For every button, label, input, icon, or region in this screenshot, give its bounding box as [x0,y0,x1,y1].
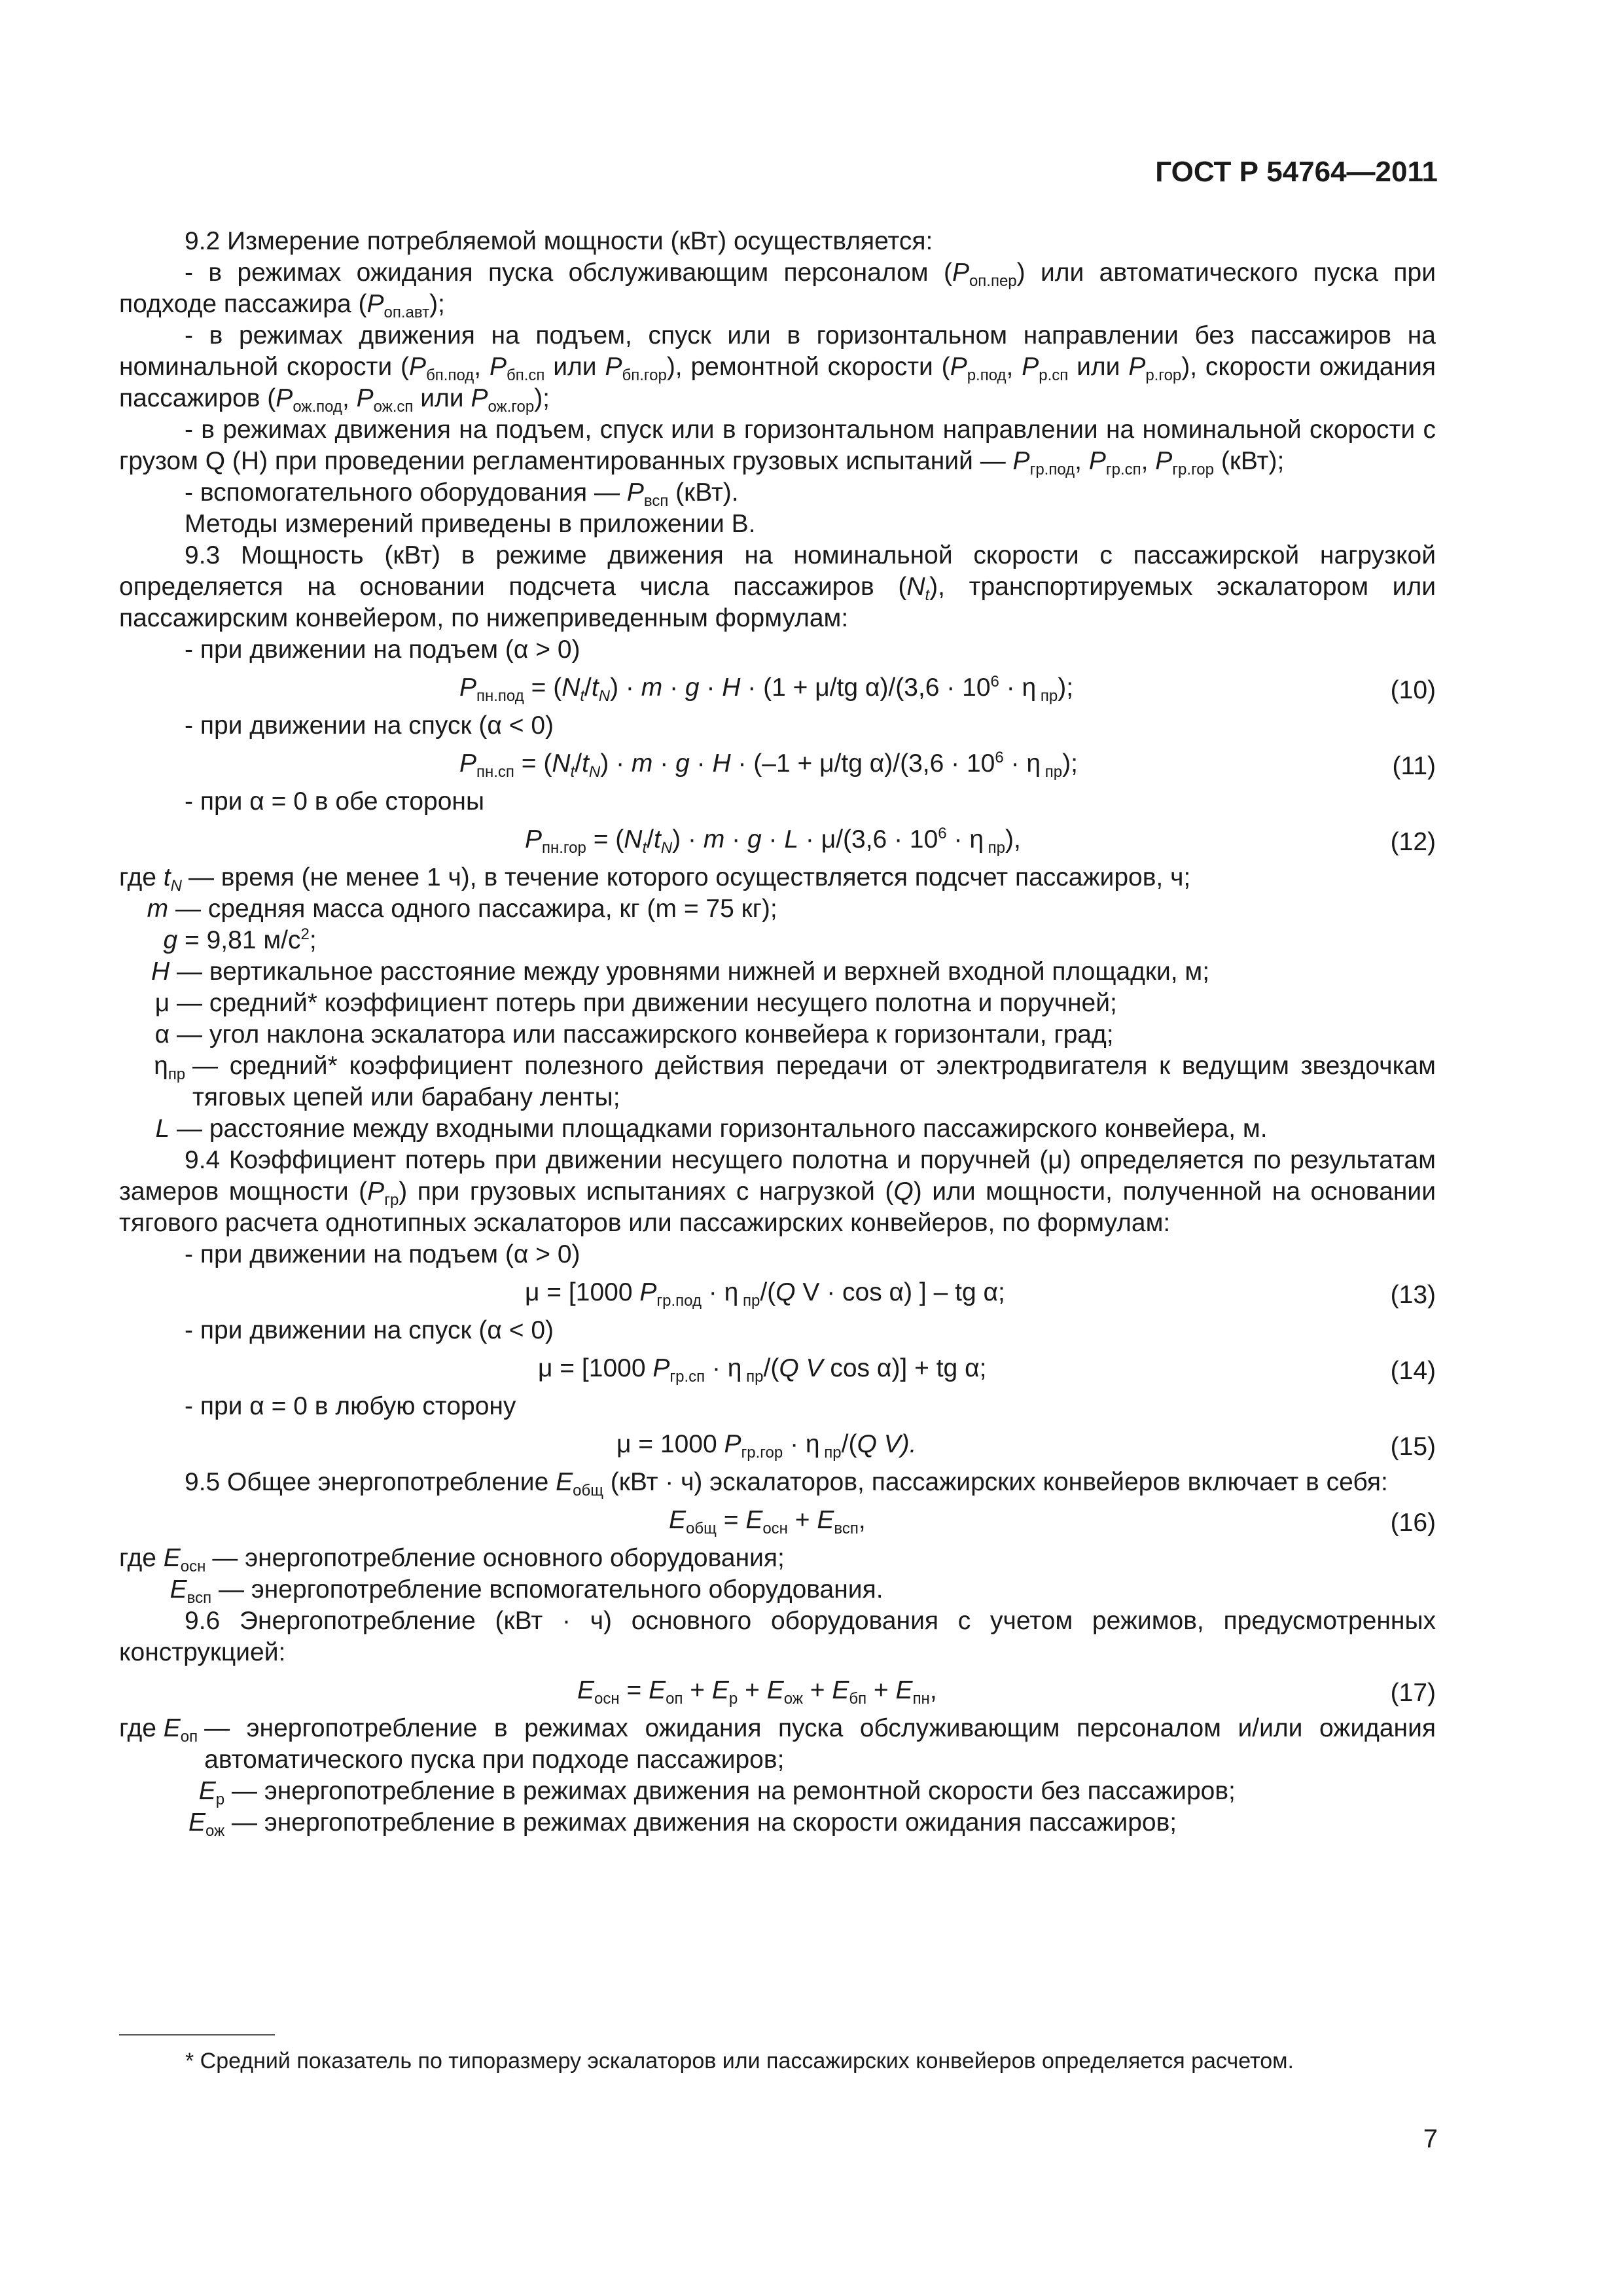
formula-11-expression: $P_{пн.сп} = (N_t/t_N) \cdot m \cdot g \cdot H \cdot (-1 + \mu/tg$ $\alpha)/(3,6 \cdot 10^6 \cdot \eta$ $_{пр}$); [459,749,1078,781]
formula-15-expression: μ = 1000 $P_{гр.гор} \cdot \eta$ $_{пр}$/(Q V). [616,1430,917,1462]
formula-11-number: (11) [1392,752,1436,780]
clause-9-2-item-2: - в режимах движения на подъем, спуск или в горизонтальном направлении без пассажиров на номинальной скорости ($P_{бп.под}$, $P_{бп.сп}$ или $P_{бп.гор}$), ремонтной скорости ($P_{р.под}$, $P_{р.сп}$ или $P_{р.гор}$), скорости ожидания пассажиров ($P_{ож.под}$, $P_{ож.сп}$ или $P_{ож.гор}$); [119,321,1436,416]
formula-16-number: (16) [1390,1509,1436,1537]
page-content [119,226,1436,1839]
clause-9-2-item-4: - вспомогательного оборудования — $P_{всп}$ (кВт). [185,478,739,510]
where-eta: $\eta_{пр}$ — средний* коэффициент полезного действия передачи от электродвигателя к ведущим звездочкам тяговых цепей или барабану ленты; [154,1052,1436,1111]
footnote: * Средний показатель по типоразмеру эскалаторов или пассажирских конвейеров определяется расчетом. [185,2049,1294,2073]
clause-9-2-item-1: - в режимах ожидания пуска обслуживающим персоналом $(P_{оп.пер})$ или автоматического пуска при подходе пассажира $(P_{оп.авт})$; [119,259,1436,321]
clause-9-3-up: - при движении на подъем (α > 0) [185,636,580,664]
formula-13-expression: μ = [1000 $P_{гр.под} \cdot \eta$ $_{пр}$/(Q V · cos α) ] – tg α; [525,1278,1005,1310]
clause-9-6-text: 9.6 Энергопотребление (кВт · ч) основного оборудования с учетом режимов, предусмотренных конструкцией: [119,1607,1436,1666]
formula-14-expression: μ = [1000 $P_{гр.сп} \cdot \eta$ $_{пр}$/(Q V cos α)] + tg α; [538,1354,987,1386]
formula-11 [119,744,1436,783]
where-E-ozh: $E_{ож}$ — энергопотребление в режимах движения на скорости ожидания пассажиров; [188,1808,1177,1840]
where-mu: μ — средний* коэффициент потерь при движении несущего полотна и поручней; [154,989,1117,1017]
clause-9-3-down: - при движении на спуск (α < 0) [185,711,554,740]
formula-17 [119,1671,1436,1710]
clause-9-4-up: - при движении на подъем (α > 0) [185,1240,580,1268]
formula-15 [119,1425,1436,1464]
where-E-r: $E_р$ — энергопотребление в режимах движения на ремонтной скорости без пассажиров; [198,1777,1236,1808]
formula-13-number: (13) [1390,1281,1436,1309]
clause-9-2-methods: Методы измерений приведены в приложении В. [185,510,756,538]
footnote-separator [119,2034,275,2036]
formula-12-expression: $P_{пн.гор} = (N_t/t_N) \cdot m \cdot g \cdot L \cdot \mu/(3,6 \cdot 10^6 \cdot \eta$ $_{пр}$), [525,825,1021,857]
clause-9-2-item-3: - в режимах движения на подъем, спуск или в горизонтальном направлении на номинальной скорости с грузом Q (Н) при проведении регламентированных грузовых испытаний — $P_{гр.под}$, $P_{гр.сп}$, $P_{гр.гор}$ (кВт); [119,416,1436,478]
formula-12-number: (12) [1390,828,1436,856]
clause-9-4-down: - при движении на спуск (α < 0) [185,1316,554,1344]
formula-16-expression: $E_{общ} = E_{осн} + E_{всп}$, [669,1506,866,1537]
formula-14-number: (14) [1390,1357,1436,1385]
clause-9-5-text: 9.5 Общее энергопотребление $E_{общ}$ (кВт · ч) эскалаторов, пассажирских конвейеров включает в себя: [185,1468,1388,1499]
where-E-vsp: $E_{всп}$ — энергопотребление вспомогательного оборудования. [169,1575,883,1607]
clause-9-3-text: 9.3 Мощность (кВт) в режиме движения на номинальной скорости с пассажирской нагрузкой определяется на основании подсчета числа пассажиров $(N_t)$, транспортируемых эскалатором или пассажирским конвейером, по нижеприведенным формулам: [119,541,1436,632]
where-m: m — средняя масса одного пассажира, кг (m = 75 кг); [147,895,777,923]
where-E-osn: где $E_{осн}$ — энергопотребление основного оборудования; [119,1544,785,1575]
clause-9-4-text: 9.4 Коэффициент потерь при движении несущего полотна и поручней (μ) определяется по результатам замеров мощности $(P_{гр})$ при грузовых испытаниях с нагрузкой (Q) или мощности, полученной на основании тягового расчета однотипных эскалаторов или пассажирских конвейеров, по формулам: [119,1146,1436,1237]
formula-17-number: (17) [1390,1679,1436,1707]
where-tN: где $t_N$ — время (не менее 1 ч), в течение которого осуществляется подсчет пассажиров, ч; [119,863,1191,895]
where-L: L — расстояние между входными площадками горизонтального пассажирского конвейера, м. [155,1115,1268,1143]
where-g: g = 9,81 $м/с^2$; [163,925,317,954]
standard-header: ГОСТ Р 54764—2011 [1155,156,1438,188]
where-alpha: α — угол наклона эскалатора или пассажирского конвейера к горизонтали, град; [154,1020,1114,1049]
formula-12 [119,820,1436,859]
formula-13 [119,1273,1436,1312]
formula-10 [119,668,1436,708]
formula-17-expression: $E_{осн} = E_{оп} + E_р + E_{ож} + E_{бп} + E_{пн}$, [577,1676,937,1708]
formula-14 [119,1349,1436,1388]
clause-9-3-both: - при α = 0 в обе стороны [185,787,485,816]
page-number: 7 [1423,2125,1438,2153]
where-E-op: где $E_{оп}$ — энергопотребление в режимах ожидания пуска обслуживающим персоналом и/или ожидания автоматического пуска при подходе пассажиров; [119,1714,1436,1774]
formula-16 [119,1501,1436,1540]
formula-10-number: (10) [1390,676,1436,704]
clause-9-4-any: - при α = 0 в любую сторону [185,1392,516,1420]
clause-9-2-intro: 9.2 Измерение потребляемой мощности (кВт) осуществляется: [185,227,933,255]
formula-10-expression: $P_{пн.под} = (N_t/t_N) \cdot m \cdot g \cdot H \cdot (1 + \mu/tg$ $\alpha)/(3,6 \cdot 10^6 \cdot \eta$ $_{пр}$); [459,673,1074,705]
formula-15-number: (15) [1390,1433,1436,1461]
where-H: H — вертикальное расстояние между уровнями нижней и верхней входной площадки, м; [151,958,1210,986]
